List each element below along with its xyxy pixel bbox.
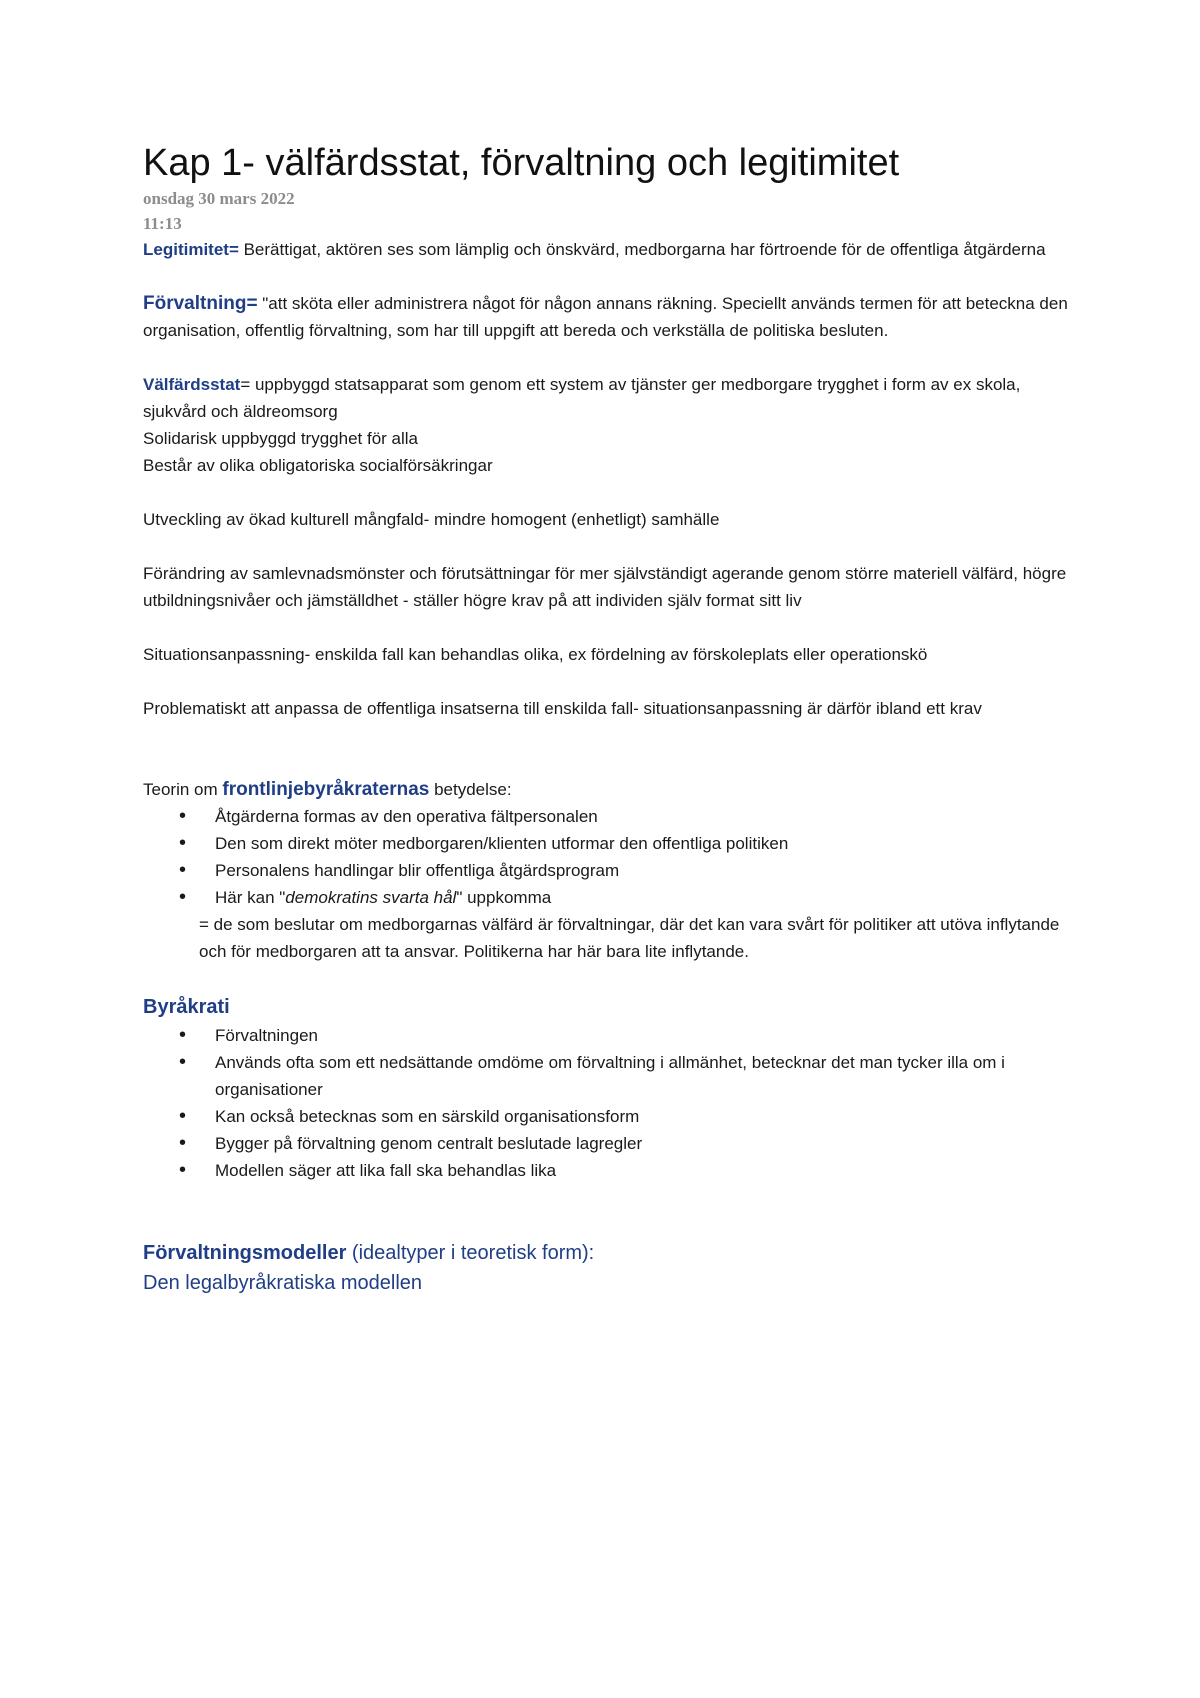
list-item: • Kan också betecknas som en särskild organisationsform [215, 1103, 1083, 1130]
definition-valfardsstat [143, 371, 1083, 425]
list-item: • Bygger på förvaltning genom centralt beslutade lagregler [215, 1130, 1083, 1157]
list-item: • Åtgärderna formas av den operativa fältpersonalen [215, 803, 1083, 830]
list-item: • Den som direkt möter medborgaren/klienten utformar den offentliga politiken [215, 830, 1083, 857]
modeller-rest: (idealtyper i teoretisk form): [346, 1242, 595, 1264]
paragraph-line: Solidarisk uppbyggd trygghet för alla [143, 429, 418, 448]
byrakrati-heading: Byråkrati [143, 996, 230, 1018]
list-item-text: " uppkomma [456, 888, 552, 907]
list-item: • Personalens handlingar blir offentliga åtgärdsprogram [215, 857, 1083, 884]
list-item: • Används ofta som ett nedsättande omdöme om förvaltning i allmänhet, betecknar det man tycker illa om i organisationer [215, 1049, 1083, 1103]
paragraph: Situationsanpassning- enskilda fall kan behandlas olika, ex fördelning av förskoleplats eller operationskö [143, 645, 928, 664]
list-item: • Förvaltningen [215, 1022, 1083, 1049]
paragraph: Problematiskt att anpassa de offentliga insatserna till enskilda fall- situationsanpassning är därför ibland ett krav [143, 699, 982, 718]
definition-text: = uppbyggd statsapparat som genom ett system av tjänster ger medborgare trygghet i form av ex skola, sjukvård och äldreomsorg [143, 375, 1021, 421]
paragraph-line: Består av olika obligatoriska socialförsäkringar [143, 456, 493, 475]
definition-forvaltning [143, 290, 1083, 344]
term-forvaltning: Förvaltning= [143, 293, 258, 314]
list-item [215, 884, 1083, 911]
frontlinje-prefix: Teorin om [143, 780, 223, 799]
definition-legitimitet [143, 236, 1083, 263]
frontlinje-list [143, 803, 1083, 911]
paragraph: Förändring av samlevnadsmönster och förutsättningar för mer självständigt agerande genom större materiell välfärd, högre utbildningsnivåer och jämställdhet - ställer högre krav på att individen själv format sitt liv [143, 564, 1067, 610]
modeller-heading [143, 1238, 1083, 1268]
term-valfardsstat: Välfärdsstat [143, 375, 241, 394]
term-modeller: Förvaltningsmodeller [143, 1242, 347, 1264]
term-frontlinje: frontlinjebyråkraternas [222, 779, 430, 800]
list-item-italic: demokratins svarta hål [285, 888, 457, 907]
document-page [143, 140, 1083, 1298]
frontlinje-note: = de som beslutar om medborgarnas välfärd är förvaltningar, där det kan vara svårt för politiker att utöva inflytande och för medborgaren att ta ansvar. Politikerna har här bara lite inflytande. [199, 915, 1060, 961]
note-time: 11:13 [143, 214, 182, 233]
definition-text: Berättigat, aktören ses som lämplig och önskvärd, medborgarna har förtroende för de offentliga åtgärderna [238, 240, 1046, 259]
frontlinje-suffix: betydelse: [429, 780, 512, 799]
frontlinje-intro [143, 776, 1083, 803]
definition-text: "att sköta eller administrera något för någon annans räkning. Speciellt används termen för att beteckna den organisation, offentlig förvaltning, som har till uppgift att bereda och verkställa de politiska besluten. [143, 294, 1068, 340]
list-item: • Modellen säger att lika fall ska behandlas lika [215, 1157, 1083, 1184]
paragraph: Utveckling av ökad kulturell mångfald- mindre homogent (enhetligt) samhälle [143, 510, 720, 529]
modeller-subheading: Den legalbyråkratiska modellen [143, 1272, 423, 1294]
byrakrati-list [143, 1022, 1083, 1184]
term-legitimitet: Legitimitet= [143, 240, 239, 259]
page-title: Kap 1- välfärdsstat, förvaltning och legitimitet [143, 142, 900, 184]
list-item-text: Här kan " [215, 888, 286, 907]
note-date: onsdag 30 mars 2022 [143, 189, 295, 208]
